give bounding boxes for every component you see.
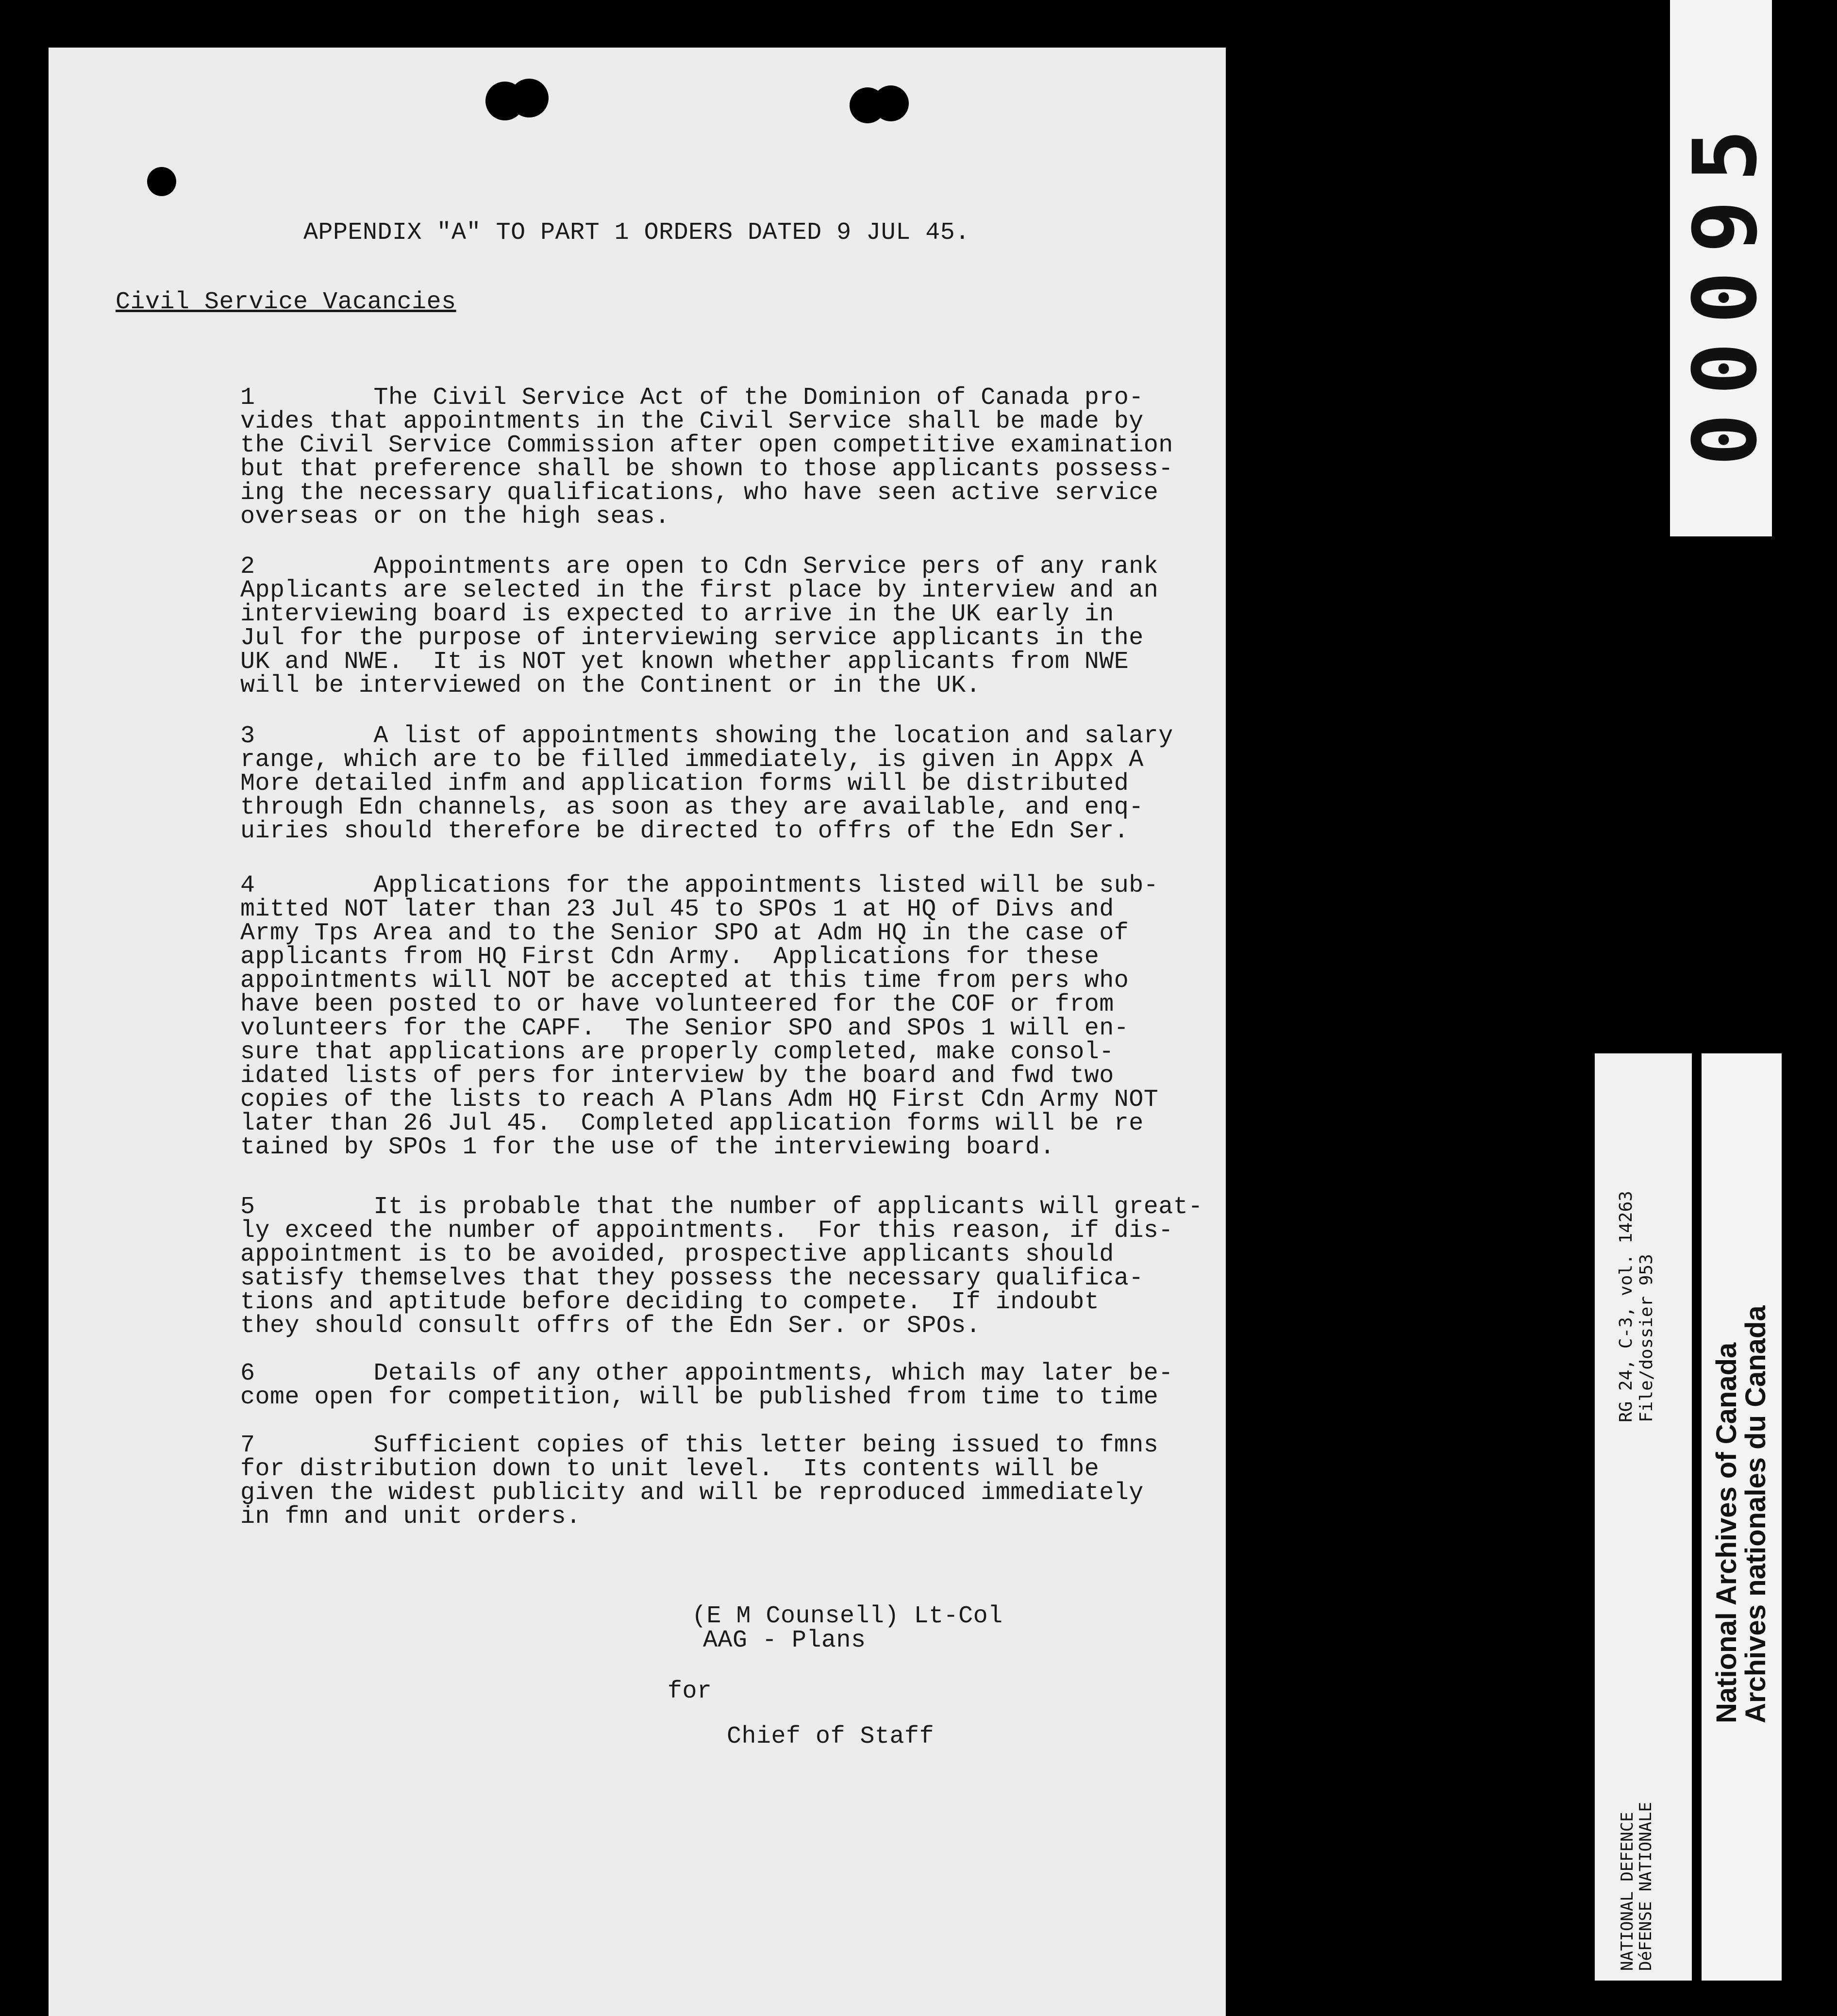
punch-hole xyxy=(147,167,176,196)
paragraph-line: overseas or on the high seas. xyxy=(240,503,670,531)
paragraph-line: copies of the lists to reach A Plans Adm HQ First Cdn Army NOT xyxy=(240,1086,1159,1114)
archive-name-label xyxy=(1702,1053,1782,1981)
paragraph-line: will be interviewed on the Continent or in the UK. xyxy=(240,672,981,700)
signatory-position: AAG - Plans xyxy=(703,1627,866,1654)
archive-name-fr: Archives nationales du Canada xyxy=(1740,1305,1771,1723)
paragraph-line: interviewing board is expected to arrive in the UK early in xyxy=(240,600,1114,628)
signatory-name: (E M Counsell) Lt-Col xyxy=(692,1602,1003,1630)
paragraph-line: have been posted to or have volunteered for the COF or from xyxy=(240,991,1114,1018)
paragraph-line: applicants from HQ First Cdn Army. Applications for these xyxy=(240,943,1100,971)
paragraph-line: volunteers for the CAPF. The Senior SPO and SPOs 1 will en- xyxy=(240,1015,1129,1042)
chief-of-staff: Chief of Staff xyxy=(727,1723,935,1750)
paragraph-line: uiries should therefore be directed to offrs of the Edn Ser. xyxy=(240,817,1129,845)
paragraph-line: idated lists of pers for interview by the board and fwd two xyxy=(240,1062,1114,1090)
paragraph-line: 2 Appointments are open to Cdn Service pers of any rank xyxy=(240,553,1159,581)
frame-number-strip xyxy=(1670,0,1776,536)
reference-line-2: File/dossier 953 xyxy=(1637,1254,1656,1422)
section-heading: Civil Service Vacancies xyxy=(116,288,456,316)
paragraph-line: satisfy themselves that they possess the necessary qualifica- xyxy=(240,1265,1144,1292)
paragraph-line: Applicants are selected in the first place by interview and an xyxy=(240,577,1159,604)
paragraph-line: ly exceed the number of appointments. For this reason, if dis- xyxy=(240,1217,1173,1245)
paragraph-line: range, which are to be filled immediately, is given in Appx A xyxy=(240,746,1144,774)
paragraph-line: appointment is to be avoided, prospective applicants should xyxy=(240,1241,1114,1268)
paragraph-line: in fmn and unit orders. xyxy=(240,1503,581,1531)
paragraph-line: appointments will NOT be accepted at this time from pers who xyxy=(240,967,1129,995)
paragraph-line: UK and NWE. It is NOT yet known whether applicants from NWE xyxy=(240,648,1129,676)
paragraph-line: but that preference shall be shown to those applicants possess- xyxy=(240,455,1173,483)
paragraph-line: the Civil Service Commission after open competitive examination xyxy=(240,432,1173,459)
paragraph-line: Jul for the purpose of interviewing service applicants in the xyxy=(240,624,1144,652)
reference-line-1: RG 24, C-3, vol. 14263 xyxy=(1616,1191,1636,1422)
paragraph-line: they should consult offrs of the Edn Ser. or SPOs. xyxy=(240,1312,981,1340)
paragraph-line: tained by SPOs 1 for the use of the interviewing board. xyxy=(240,1133,1055,1161)
paragraph-line: come open for competition, will be published from time to time xyxy=(240,1383,1159,1411)
paragraph-line: ing the necessary qualifications, who have seen active service xyxy=(240,479,1159,507)
paragraph-line: Army Tps Area and to the Senior SPO at Adm HQ in the case of xyxy=(240,919,1129,947)
punch-hole xyxy=(873,85,909,121)
paragraph-line: 6 Details of any other appointments, which may later be- xyxy=(240,1360,1173,1387)
paragraph-line: mitted NOT later than 23 Jul 45 to SPOs 1 at HQ of Divs and xyxy=(240,896,1114,923)
archive-name-en: National Archives of Canada xyxy=(1711,1342,1742,1723)
paragraph-line: given the widest publicity and will be reproduced immediately xyxy=(240,1479,1144,1507)
paragraph-line: through Edn channels, as soon as they are available, and enq- xyxy=(240,794,1144,821)
frame-number: 00095 xyxy=(1675,111,1776,466)
for-label: for xyxy=(668,1678,712,1705)
paragraph-line: later than 26 Jul 45. Completed application forms will be re xyxy=(240,1110,1144,1137)
paragraph-line: 5 It is probable that the number of applicants will great- xyxy=(240,1193,1203,1221)
org-line-2: DéFENSE NATIONALE xyxy=(1636,1802,1655,1971)
paragraph-line: sure that applications are properly completed, make consol- xyxy=(240,1038,1114,1066)
document-title: APPENDIX "A" TO PART 1 ORDERS DATED 9 JUL 45. xyxy=(303,219,970,247)
paragraph-line: More detailed infm and application forms will be distributed xyxy=(240,770,1129,798)
archive-reference-label xyxy=(1595,1053,1692,1981)
paragraph-line: 7 Sufficient copies of this letter being issued to fmns xyxy=(240,1432,1159,1459)
paragraph-line: 3 A list of appointments showing the location and salary xyxy=(240,722,1173,750)
paragraph-line: 1 The Civil Service Act of the Dominion of Canada pro- xyxy=(240,384,1144,412)
org-line-1: NATIONAL DEFENCE xyxy=(1618,1812,1637,1971)
paragraph-line: for distribution down to unit level. Its contents will be xyxy=(240,1455,1100,1483)
paragraph-line: vides that appointments in the Civil Service shall be made by xyxy=(240,408,1144,435)
punch-hole xyxy=(510,79,549,117)
paragraph-line: tions and aptitude before deciding to compete. If indoubt xyxy=(240,1288,1100,1316)
paragraph-line: 4 Applications for the appointments listed will be sub- xyxy=(240,872,1159,900)
